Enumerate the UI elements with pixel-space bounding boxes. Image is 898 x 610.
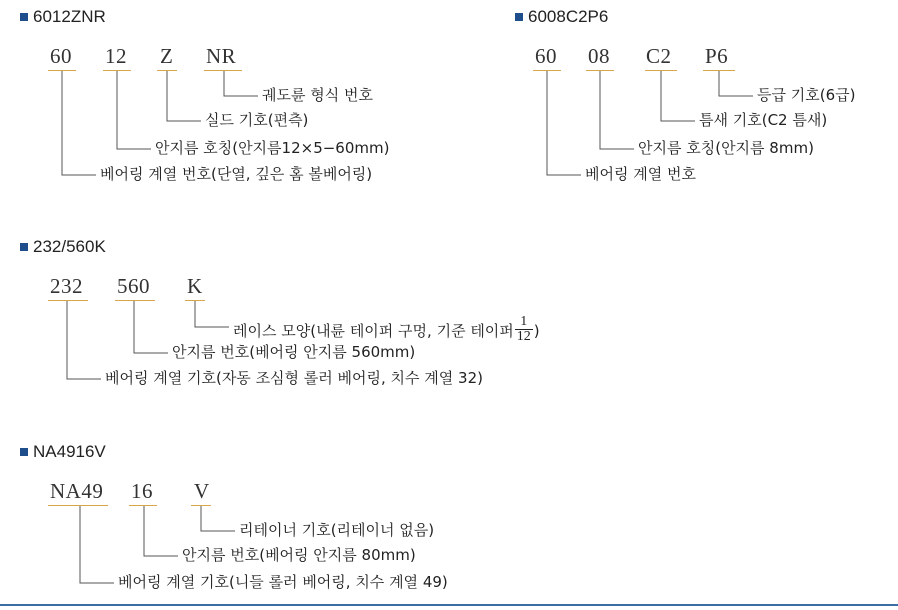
leader-line — [134, 300, 168, 353]
code-part: V — [194, 479, 210, 503]
code-part: NA49 — [50, 479, 104, 503]
description-text: 레이스 모양(내륜 테이퍼 구멍, 기준 테이퍼 — [233, 322, 514, 340]
fraction-numerator: 1 — [515, 315, 533, 330]
code-part: 560 — [117, 274, 150, 298]
code-part: 16 — [131, 479, 153, 503]
part-underline — [48, 70, 76, 71]
part-description: 궤도륜 형식 번호 — [262, 86, 373, 104]
part-underline — [115, 300, 155, 301]
taper-fraction — [515, 315, 533, 344]
code-part: 12 — [105, 44, 127, 68]
part-underline — [586, 70, 614, 71]
code-part: K — [187, 274, 203, 298]
part-description: 틈새 기호(C2 틈새) — [699, 111, 828, 129]
code-part: C2 — [646, 44, 672, 68]
part-underline — [204, 70, 242, 71]
leader-line — [600, 70, 634, 149]
code-part: 08 — [588, 44, 610, 68]
part-underline — [103, 70, 131, 71]
heading-bullet-icon — [20, 13, 28, 21]
example-heading: 6008C2P6 — [528, 7, 609, 26]
part-description: 리테이너 기호(리테이너 없음) — [239, 521, 435, 539]
leader-line — [201, 505, 235, 531]
part-description: 안지름 번호(베어링 안지름 560mm) — [172, 343, 416, 361]
leader-line — [80, 505, 114, 583]
part-underline — [48, 300, 88, 301]
leader-line — [144, 505, 178, 556]
part-description — [233, 314, 540, 346]
part-underline — [645, 70, 677, 71]
part-description: 등급 기호(6급) — [757, 86, 856, 104]
example-heading: NA4916V — [33, 442, 106, 461]
leader-line — [167, 70, 201, 121]
code-part: P6 — [705, 44, 729, 68]
leader-line — [224, 70, 258, 96]
fraction-denominator: 12 — [516, 329, 531, 344]
leader-line — [719, 70, 753, 96]
part-description: 베어링 계열 번호 — [585, 165, 696, 183]
code-part: 60 — [50, 44, 72, 68]
heading-bullet-icon — [20, 448, 28, 456]
part-underline — [703, 70, 735, 71]
leader-line — [661, 70, 695, 121]
leader-line — [67, 300, 101, 379]
part-description: 베어링 계열 기호(자동 조심형 롤러 베어링, 치수 계열 32) — [105, 369, 483, 387]
closing-paren: ) — [533, 322, 540, 340]
code-part: Z — [160, 44, 174, 68]
part-description: 실드 기호(편측) — [205, 111, 309, 129]
code-part: NR — [206, 44, 237, 68]
leader-line — [547, 70, 581, 175]
part-description: 안지름 번호(베어링 안지름 80mm) — [182, 546, 416, 564]
code-part: 232 — [50, 274, 83, 298]
part-description: 안지름 호칭(안지름12×5−60mm) — [155, 139, 390, 157]
code-part: 60 — [535, 44, 557, 68]
part-underline — [129, 505, 157, 506]
leader-line — [117, 70, 151, 149]
part-description: 베어링 계열 번호(단열, 깊은 홈 볼베어링) — [100, 165, 373, 183]
part-description: 안지름 호칭(안지름 8mm) — [638, 139, 814, 157]
part-underline — [185, 300, 205, 301]
part-underline — [191, 505, 211, 506]
example-heading: 232/560K — [33, 237, 106, 256]
leader-line — [62, 70, 96, 175]
leader-line — [195, 300, 229, 327]
heading-bullet-icon — [20, 243, 28, 251]
part-underline — [533, 70, 561, 71]
bottom-divider — [0, 604, 898, 606]
part-underline — [157, 70, 177, 71]
example-heading: 6012ZNR — [33, 7, 106, 26]
part-underline — [48, 505, 108, 506]
part-description: 베어링 계열 기호(니들 롤러 베어링, 치수 계열 49) — [118, 573, 448, 591]
heading-bullet-icon — [515, 13, 523, 21]
